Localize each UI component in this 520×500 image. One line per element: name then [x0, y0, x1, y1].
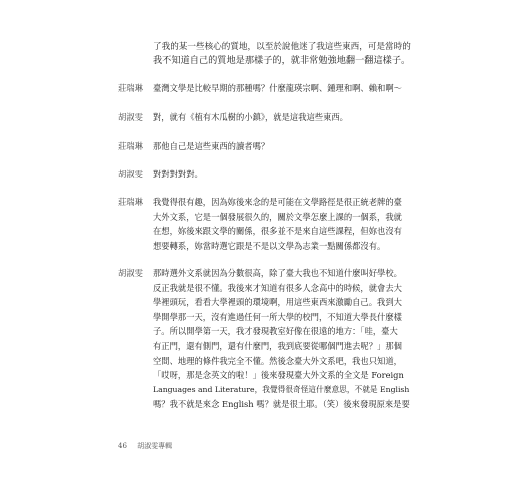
text-line: 子。所以開學第一天，我才發現教室好像在很遠的地方：「哇，臺大: [153, 326, 398, 337]
text-line: 「哎呀，那是念英文的啦！」後來發現臺大外文系的全文是 Foreign: [153, 370, 404, 381]
speaker-name: 胡淑雯: [118, 112, 143, 122]
speaker-name: 莊瑞琳: [118, 141, 143, 151]
dialogue-text: [153, 110, 413, 125]
dialogue-text: [153, 266, 413, 412]
text-line: 那他自己是這些東西的讀者嗎？: [153, 141, 270, 151]
page-footer: [118, 441, 172, 451]
speaker-name: 胡淑雯: [118, 169, 143, 179]
text-line: Languages and Literature，我覺得很奇怪這什麼意思，不就是 English: [153, 384, 410, 394]
text-line: 空間、地理的條件我完全不懂。然後念臺大外文系吧，我也只知道，: [153, 355, 402, 366]
dialogue-text: [153, 81, 413, 96]
dialogue-text: [153, 195, 413, 253]
speaker-name: 莊瑞琳: [118, 83, 143, 93]
text-line: 大外文系，它是一個發展很久的，關於文學怎麼上課的一個系，我就: [153, 211, 402, 222]
speaker-name: 莊瑞琳: [118, 197, 143, 207]
text-line: 那時選外文系就因為分數很高，除了臺大我也不知道什麼叫好學校。: [153, 268, 402, 278]
text-line: 我不知道自己的質地是那樣子的，就非常勉強地翻一翻這樣子。: [153, 55, 411, 66]
page-number: 46: [118, 442, 127, 450]
speaker-name: 胡淑雯: [118, 268, 143, 278]
text-line: 有正門，還有側門，還有什麼門，我到底要從哪個門進去呢？」那個: [153, 340, 402, 351]
running-title: 胡淑雯專輯: [137, 442, 173, 450]
continuation-paragraph: [153, 40, 411, 66]
text-line: 對，就有《植有木瓜樹的小鎮》，就是這我這些東西。: [153, 112, 348, 122]
text-line: 在想，妳後來跟文學的關係，很多並不是來自這些課程，但妳也沒有: [153, 226, 402, 237]
text-line: 我覺得很有趣，因為妳後來念的是可能在文學路徑是很正統老牌的臺: [153, 197, 402, 207]
dialogue-text: [153, 167, 413, 182]
text-line: 學裡頭玩，看看大學裡頭的環境啊，用這些東西來激勵自己。我到大: [153, 297, 402, 308]
text-line: 臺灣文學是比較早期的那種嗎？什麼龍瑛宗啊、鍾理和啊、賴和啊～: [153, 83, 402, 93]
text-line: 了我的某一些核心的質地，以至於說他迷了我這些東西，可是當時的: [153, 42, 411, 52]
text-line: 想要轉系，妳當時選它跟是不是以文學為志業一點關係都沒有。: [153, 240, 386, 251]
text-line: 對對對對對。: [153, 169, 203, 179]
text-line: 嗎？我不就是來念 English 嗎？就是很土耶。（笑）後來發現原來是要: [153, 399, 410, 410]
text-line: 反正我就是很不懂。我後來才知道有很多人念高中的時候，就會去大: [153, 282, 402, 293]
dialogue-text: [153, 139, 413, 154]
text-line: 學開學那一天，沒有進過任何一所大學的校門，不知道大學長什麼樣: [153, 311, 402, 322]
